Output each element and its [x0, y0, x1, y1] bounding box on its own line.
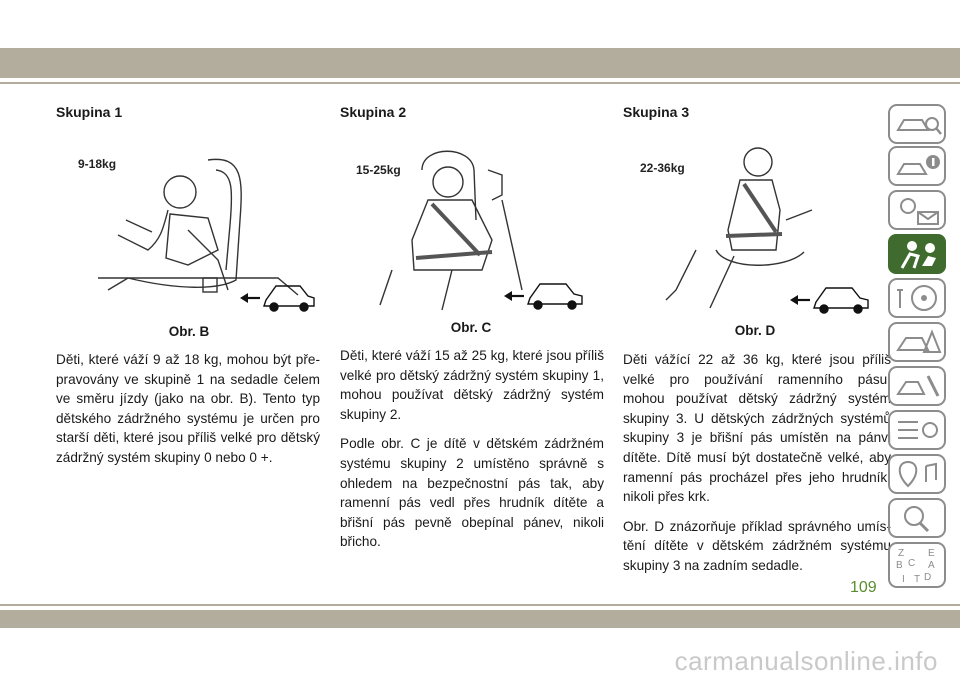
chapter-button-safety-active[interactable] [888, 234, 946, 274]
index-letter: D [924, 572, 932, 583]
weight-label-d: 22-36kg [640, 161, 685, 175]
index-letter: B [896, 560, 903, 571]
chapter-button-multimedia[interactable] [888, 454, 946, 494]
index-letter: T [914, 574, 921, 585]
alphabetical-index-icon [888, 542, 946, 588]
list-gear-icon [888, 410, 946, 450]
figure-label-c: Obr. C [450, 320, 492, 335]
text-group-2 [340, 346, 604, 562]
car-icon-b [264, 286, 314, 311]
booster-seat-group2-illustration [352, 140, 592, 315]
weight-label-c: 15-25kg [356, 163, 401, 177]
wrench-icon [888, 366, 946, 406]
warning-triangle-icon [888, 322, 946, 362]
search-icon [888, 498, 946, 538]
index-letter: C [908, 558, 916, 569]
paragraph: Děti, které váží 9 až 18 kg, mohou být přepravovány ve skupině 1 na sedadle čelem ve směru jízdy (jako na obr. B). Tento typ dětského zádržného systému je určen pro starší děti, které jsou příliš velké pro dětský zádržný systém skupiny 0 nebo 0 +. [56, 352, 320, 465]
chapter-button-warnings[interactable] [888, 190, 946, 230]
chapter-button-search[interactable] [888, 498, 946, 538]
heading-skupina-1: Skupina 1 [56, 104, 123, 120]
chapter-button-maintenance[interactable] [888, 366, 946, 406]
watermark: carmanualsonline.info [674, 646, 938, 676]
figure-c [352, 140, 592, 315]
car-search-icon [888, 104, 946, 144]
figure-b [68, 140, 318, 320]
chapter-button-emergency[interactable] [888, 322, 946, 362]
car-icon-c [528, 284, 582, 309]
paragraph: Obr. D znázorňuje příklad správného umístění dítěte v dětském zádržném systému skupiny 3 na zadním sedadle. [623, 518, 891, 573]
booster-seat-group3-illustration [636, 140, 876, 320]
figure-label-d: Obr. D [734, 323, 776, 338]
index-letter: A [928, 560, 935, 571]
heading-skupina-3: Skupina 3 [623, 104, 690, 120]
text-group-1 [56, 350, 320, 478]
text-group-3 [623, 350, 891, 586]
paragraph: Děti vážící 22 až 36 kg, které jsou příliš velké pro používání ramenního pásu, mohou používat dětský zádržný systém skupiny 3. U dětských zádržných systémů skupiny 3 je břišní pás umístěn na pánvi dítěte. Dítě musí být dostatečně velké, aby ramenní pás procházel přes jeho hrudník, nikoli přes krk. [623, 352, 891, 505]
chapter-button-vehicle[interactable] [888, 104, 946, 144]
chapter-button-info[interactable] [888, 146, 946, 186]
footer-rule [0, 604, 960, 606]
chapter-button-index[interactable] [888, 542, 946, 585]
car-icon-d [814, 288, 868, 313]
index-letter: E [928, 548, 935, 559]
index-letter: Z [898, 548, 905, 559]
footer-band [0, 610, 960, 628]
page-number: 109 [850, 579, 877, 596]
steering-wheel-icon [888, 278, 946, 318]
paragraph: Děti, které váží 15 až 25 kg, které jsou příliš velké pro dětský zádržný systém skupiny 1, mohou používat dětský zádržný systém skupiny 2. [340, 348, 604, 422]
light-message-icon [888, 190, 946, 230]
heading-skupina-2: Skupina 2 [340, 104, 407, 120]
chapter-button-driving[interactable] [888, 278, 946, 318]
header-rule [0, 82, 960, 84]
figure-d [636, 140, 876, 320]
header-band [0, 48, 960, 78]
safety-passenger-icon [888, 234, 946, 274]
index-letter: I [902, 574, 905, 585]
paragraph: Podle obr. C je dítě v dětském zádržném systému skupiny 2 umístěno správně s ohledem na bezpečnostní pás tak, aby ramenní pás vedl přes hrudník dítěte a břišní pás pevně obepínal pánev, nikoli břicho. [340, 436, 604, 550]
figure-label-b: Obr. B [168, 324, 210, 339]
music-location-icon [888, 454, 946, 494]
chapter-button-specs[interactable] [888, 410, 946, 450]
car-info-icon [888, 146, 946, 186]
weight-label-b: 9-18kg [78, 157, 117, 171]
child-seat-group1-illustration [68, 140, 318, 320]
